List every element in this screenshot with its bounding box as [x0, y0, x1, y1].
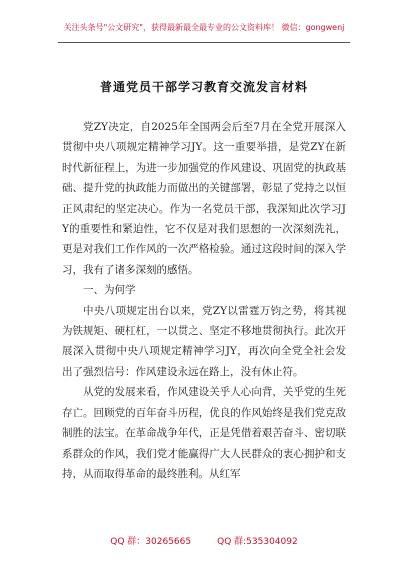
document-body: [62, 117, 346, 484]
paragraph-eight-rules: 中央八项规定出台以来，党ZY以雷霆万钧之势，将其视为铁规矩、硬杠杠，一以贯之、坚定不移地贯彻执行。此次开展深入贯彻中央八项规定精神学习JY，再次向全党全社会发出了强烈信号：作风建设永远在路上，没有休止符。: [62, 304, 346, 378]
paragraph-intro: 党ZY决定，自2025年全国两会后至7月在全党开展深入贯彻中央八项规定精神学习JY。这一重要举措，是党ZY在新时代新征程上，为进一步加强党的作风建设、巩固党的执政基础、提升党的执政能力而做出的关键部署，彰显了党持之以恒正风肃纪的坚定决心。作为一名党员干部，我深知此次学习JY的重要性和紧迫性，它不仅是对我们思想的一次深刻洗礼，更是对我们工作作风的一次严格检验。通过这段时间的深入学习，我有了诸多深刻的感悟。: [62, 121, 346, 276]
header-note: 关注头条号"公文研究"，获得最新最全最专业的公文资料库！ 微信：gongwenj: [63, 23, 345, 32]
document-title: 普通党员干部学习教育交流发言材料: [99, 80, 308, 94]
footer-contact: [0, 534, 408, 547]
section-heading-why-learn: 一、为何学: [83, 284, 136, 297]
header-divider: [58, 42, 350, 43]
paragraph-party-history: 从党的发展来看，作风建设关乎人心向背，关乎党的生死存亡。回顾党的百年奋斗历程，优良的作风始终是我们党克敌制胜的法宝。在革命战争年代，正是凭借着艰苦奋斗、密切联系群众的作风，我们党才能赢得广大人民群众的衷心拥护和支持，从而取得革命的最终胜利。从红军: [62, 386, 346, 480]
footer-qq-right: QQ 群:535304092: [217, 537, 298, 547]
footer-qq-left: QQ 群：30265665: [110, 537, 192, 547]
